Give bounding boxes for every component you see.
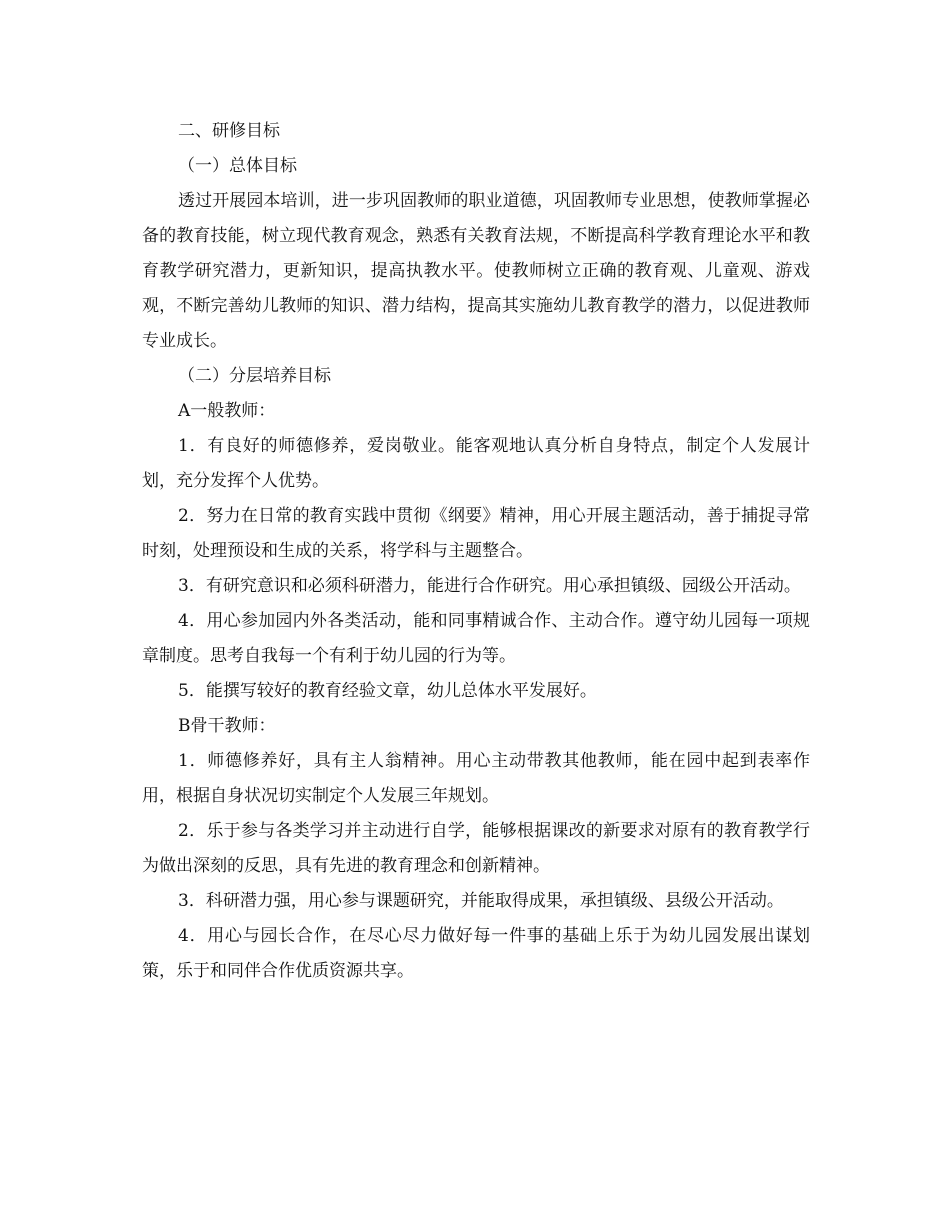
general-item-1: 1．有良好的师德修养，爱岗敬业。能客观地认真分析自身特点，制定个人发展计划，充分发挥个人优势。 bbox=[142, 436, 810, 491]
general-item-4: 4．用心参加园内外各类活动，能和同事精诚合作、主动合作。遵守幼儿园每一项规章制度。思考自我每一个有利于幼儿园的行为等。 bbox=[142, 611, 810, 666]
backbone-item-4: 4．用心与园长合作，在尽心尽力做好每一件事的基础上乐于为幼儿园发展出谋划策，乐于和同伴合作优质资源共享。 bbox=[142, 926, 810, 981]
backbone-item-1: 1．师德修养好，具有主人翁精神。用心主动带教其他教师，能在园中起到表率作用，根据自身状况切实制定个人发展三年规划。 bbox=[142, 751, 810, 806]
overall-goal-paragraph: 透过开展园本培训，进一步巩固教师的职业道德，巩固教师专业思想，使教师掌握必备的教育技能，树立现代教育观念，熟悉有关教育法规，不断提高科学教育理论水平和教育教学研究潜力，更新知识，提高执教水平。使教师树立正确的教育观、儿童观、游戏观，不断完善幼儿教师的知识、潜力结构，提高其实施幼儿教育教学的潜力，以促进教师专业成长。 bbox=[142, 191, 810, 351]
general-teacher-label: A一般教师： bbox=[178, 401, 276, 421]
general-item-5: 5．能撰写较好的教育经验文章，幼儿总体水平发展好。 bbox=[178, 681, 597, 701]
general-item-2: 2．努力在日常的教育实践中贯彻《纲要》精神，用心开展主题活动，善于捕捉寻常时刻，处理预设和生成的关系，将学科与主题整合。 bbox=[142, 506, 810, 561]
subheading-layered-goal: （二）分层培养目标 bbox=[178, 366, 331, 386]
document-body bbox=[142, 114, 810, 989]
subheading-overall-goal: （一）总体目标 bbox=[178, 156, 297, 176]
backbone-item-3: 3．科研潜力强，用心参与课题研究，并能取得成果，承担镇级、县级公开活动。 bbox=[178, 891, 784, 911]
general-item-3: 3．有研究意识和必须科研潜力，能进行合作研究。用心承担镇级、园级公开活动。 bbox=[178, 576, 801, 596]
backbone-teacher-label: B骨干教师： bbox=[178, 716, 276, 736]
backbone-item-2: 2．乐于参与各类学习并主动进行自学，能够根据课改的新要求对原有的教育教学行为做出深刻的反思，具有先进的教育理念和创新精神。 bbox=[142, 821, 810, 876]
section-heading: 二、研修目标 bbox=[178, 121, 280, 141]
